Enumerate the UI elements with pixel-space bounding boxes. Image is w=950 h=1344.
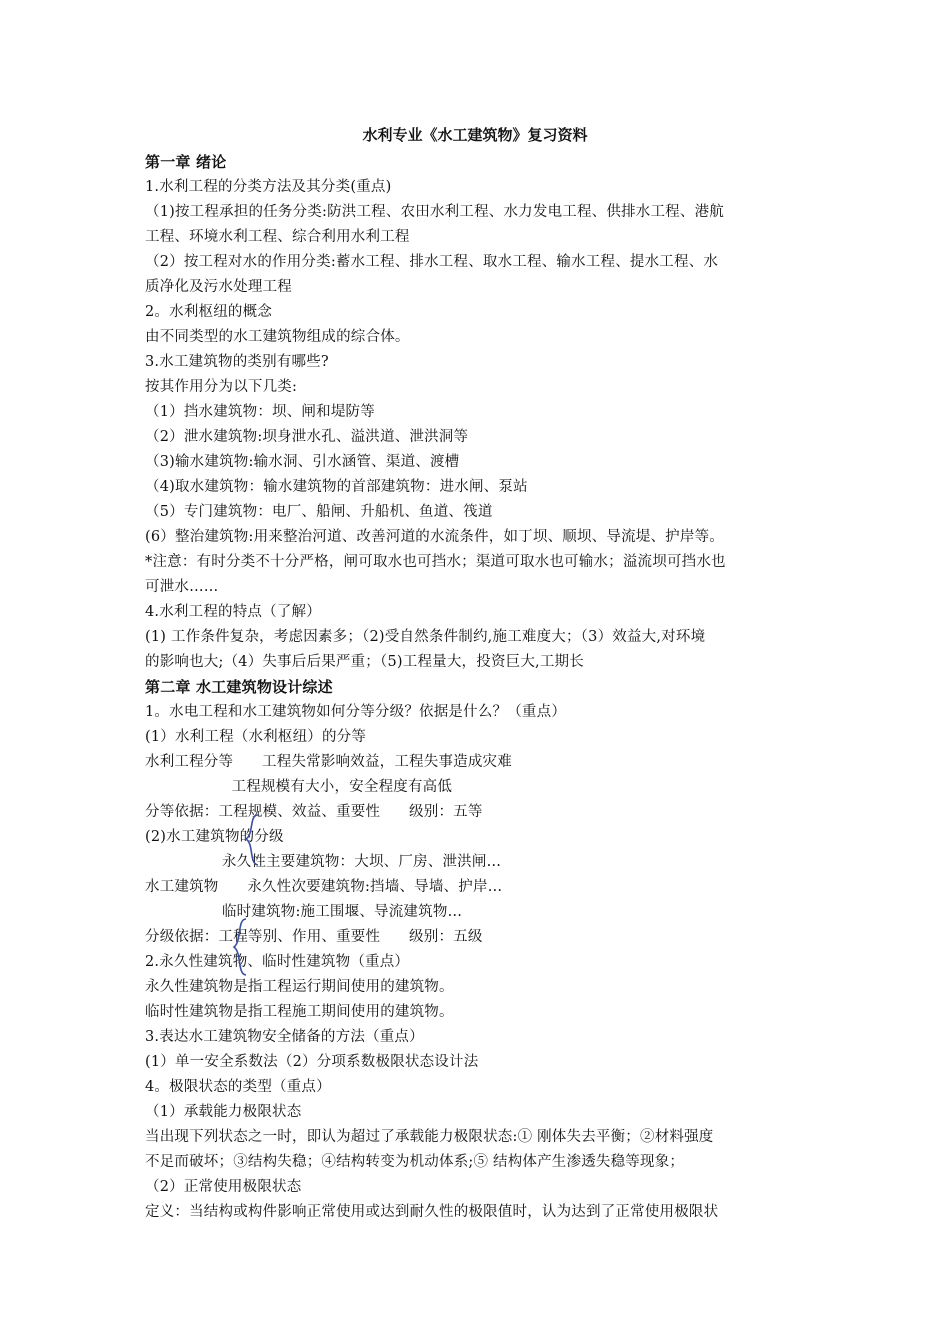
text-line: （4)取水建筑物：输水建筑物的首部建筑物：进水闸、泵站	[145, 479, 528, 495]
text-line: 2.永久性建筑物、临时性建筑物（重点）	[145, 954, 410, 970]
text-line: 1.水利工程的分类方法及其分类(重点)	[145, 179, 392, 195]
text-line: 临时性建筑物是指工程施工期间使用的建筑物。	[145, 1004, 454, 1020]
text-line: 3.表达水工建筑物安全储备的方法（重点）	[145, 1029, 424, 1045]
text-line: 工程规模有大小，安全程度有高低	[145, 779, 453, 795]
text-line: 的影响也大;（4）失事后后果严重；（5)工程量大，投资巨大,工期长	[145, 654, 584, 670]
text-line: 水工建筑物 永久性次要建筑物:挡墙、导墙、护岸…	[145, 879, 503, 895]
text-line: 永久性建筑物是指工程运行期间使用的建筑物。	[145, 979, 454, 995]
text-line: 1。水电工程和水工建筑物如何分等分级？依据是什么？（重点）	[145, 704, 567, 720]
text-line: （5）专门建筑物：电厂、船闸、升船机、鱼道、筏道	[145, 504, 493, 520]
text-line: (1）水利工程（水利枢纽）的分等	[145, 729, 367, 745]
text-line: (2)水工建筑物的分级	[145, 829, 284, 845]
text-line: 按其作用分为以下几类:	[145, 379, 298, 395]
text-line: （1）承载能力极限状态	[145, 1104, 302, 1120]
text-line: 2。水利枢纽的概念	[145, 304, 273, 320]
curly-brace-icon	[236, 812, 266, 868]
text-line: （2）正常使用极限状态	[145, 1179, 302, 1195]
text-line: 分等依据：工程规模、效益、重要性 级别：五等	[145, 804, 483, 820]
text-line: 临时建筑物:施工围堰、导流建筑物…	[145, 904, 463, 920]
text-line: 当出现下列状态之一时，即认为超过了承载能力极限状态:① 刚体失去平衡；②材料强度	[145, 1129, 714, 1145]
text-line: 水利工程分等 工程失常影响效益，工程失事造成灾难	[145, 754, 512, 770]
text-line: *注意：有时分类不十分严格，闸可取水也可挡水；渠道可取水也可输水；溢流坝可挡水也	[145, 554, 726, 570]
text-line: 分级依据：工程等别、作用、重要性 级别：五级	[145, 929, 483, 945]
text-line: 4。极限状态的类型（重点）	[145, 1079, 331, 1095]
text-line: 由不同类型的水工建筑物组成的综合体。	[145, 329, 410, 345]
text-line: (1）单一安全系数法（2）分项系数极限状态设计法	[145, 1054, 479, 1070]
text-line: （3)输水建筑物:输水洞、引水涵管、渠道、渡槽	[145, 454, 460, 470]
text-line: 3.水工建筑物的类别有哪些?	[145, 354, 329, 370]
text-line: （2）按工程对水的作用分类:蓄水工程、排水工程、取水工程、输水工程、提水工程、水	[145, 254, 719, 270]
text-line: （1)按工程承担的任务分类:防洪工程、农田水利工程、水力发电工程、供排水工程、港航	[145, 204, 724, 220]
text-line: 工程、环境水利工程、综合利用水利工程	[145, 229, 410, 245]
text-line: (6）整治建筑物:用来整治河道、改善河道的水流条件，如丁坝、顺坝、导流堤、护岸等。	[145, 529, 724, 545]
text-line: 永久性主要建筑物：大坝、厂房、泄洪闸…	[145, 854, 502, 870]
text-line: 不足而破坏；③结构失稳；④结构转变为机动体系;⑤ 结构体产生渗透失稳等现象；	[145, 1154, 685, 1170]
text-line: 可泄水……	[145, 579, 219, 595]
text-line: （1）挡水建筑物：坝、闸和堤防等	[145, 404, 375, 420]
chapter-1-heading: 第一章 绪论	[145, 153, 227, 171]
document-title: 水利专业《水工建筑物》复习资料	[362, 126, 588, 144]
text-line: （2）泄水建筑物:坝身泄水孔、溢洪道、泄洪洞等	[145, 429, 469, 445]
chapter-2-heading: 第二章 水工建筑物设计综述	[145, 678, 333, 696]
text-line: 质净化及污水处理工程	[145, 279, 292, 295]
text-line: 4.水利工程的特点（了解）	[145, 604, 321, 620]
text-line: (1) 工作条件复杂，考虑因素多；（2)受自然条件制约,施工难度大；（3）效益大,对环境	[145, 629, 706, 645]
curly-brace-icon	[224, 916, 254, 978]
text-line: 定义：当结构或构件影响正常使用或达到耐久性的极限值时，认为达到了正常使用极限状	[145, 1204, 719, 1220]
